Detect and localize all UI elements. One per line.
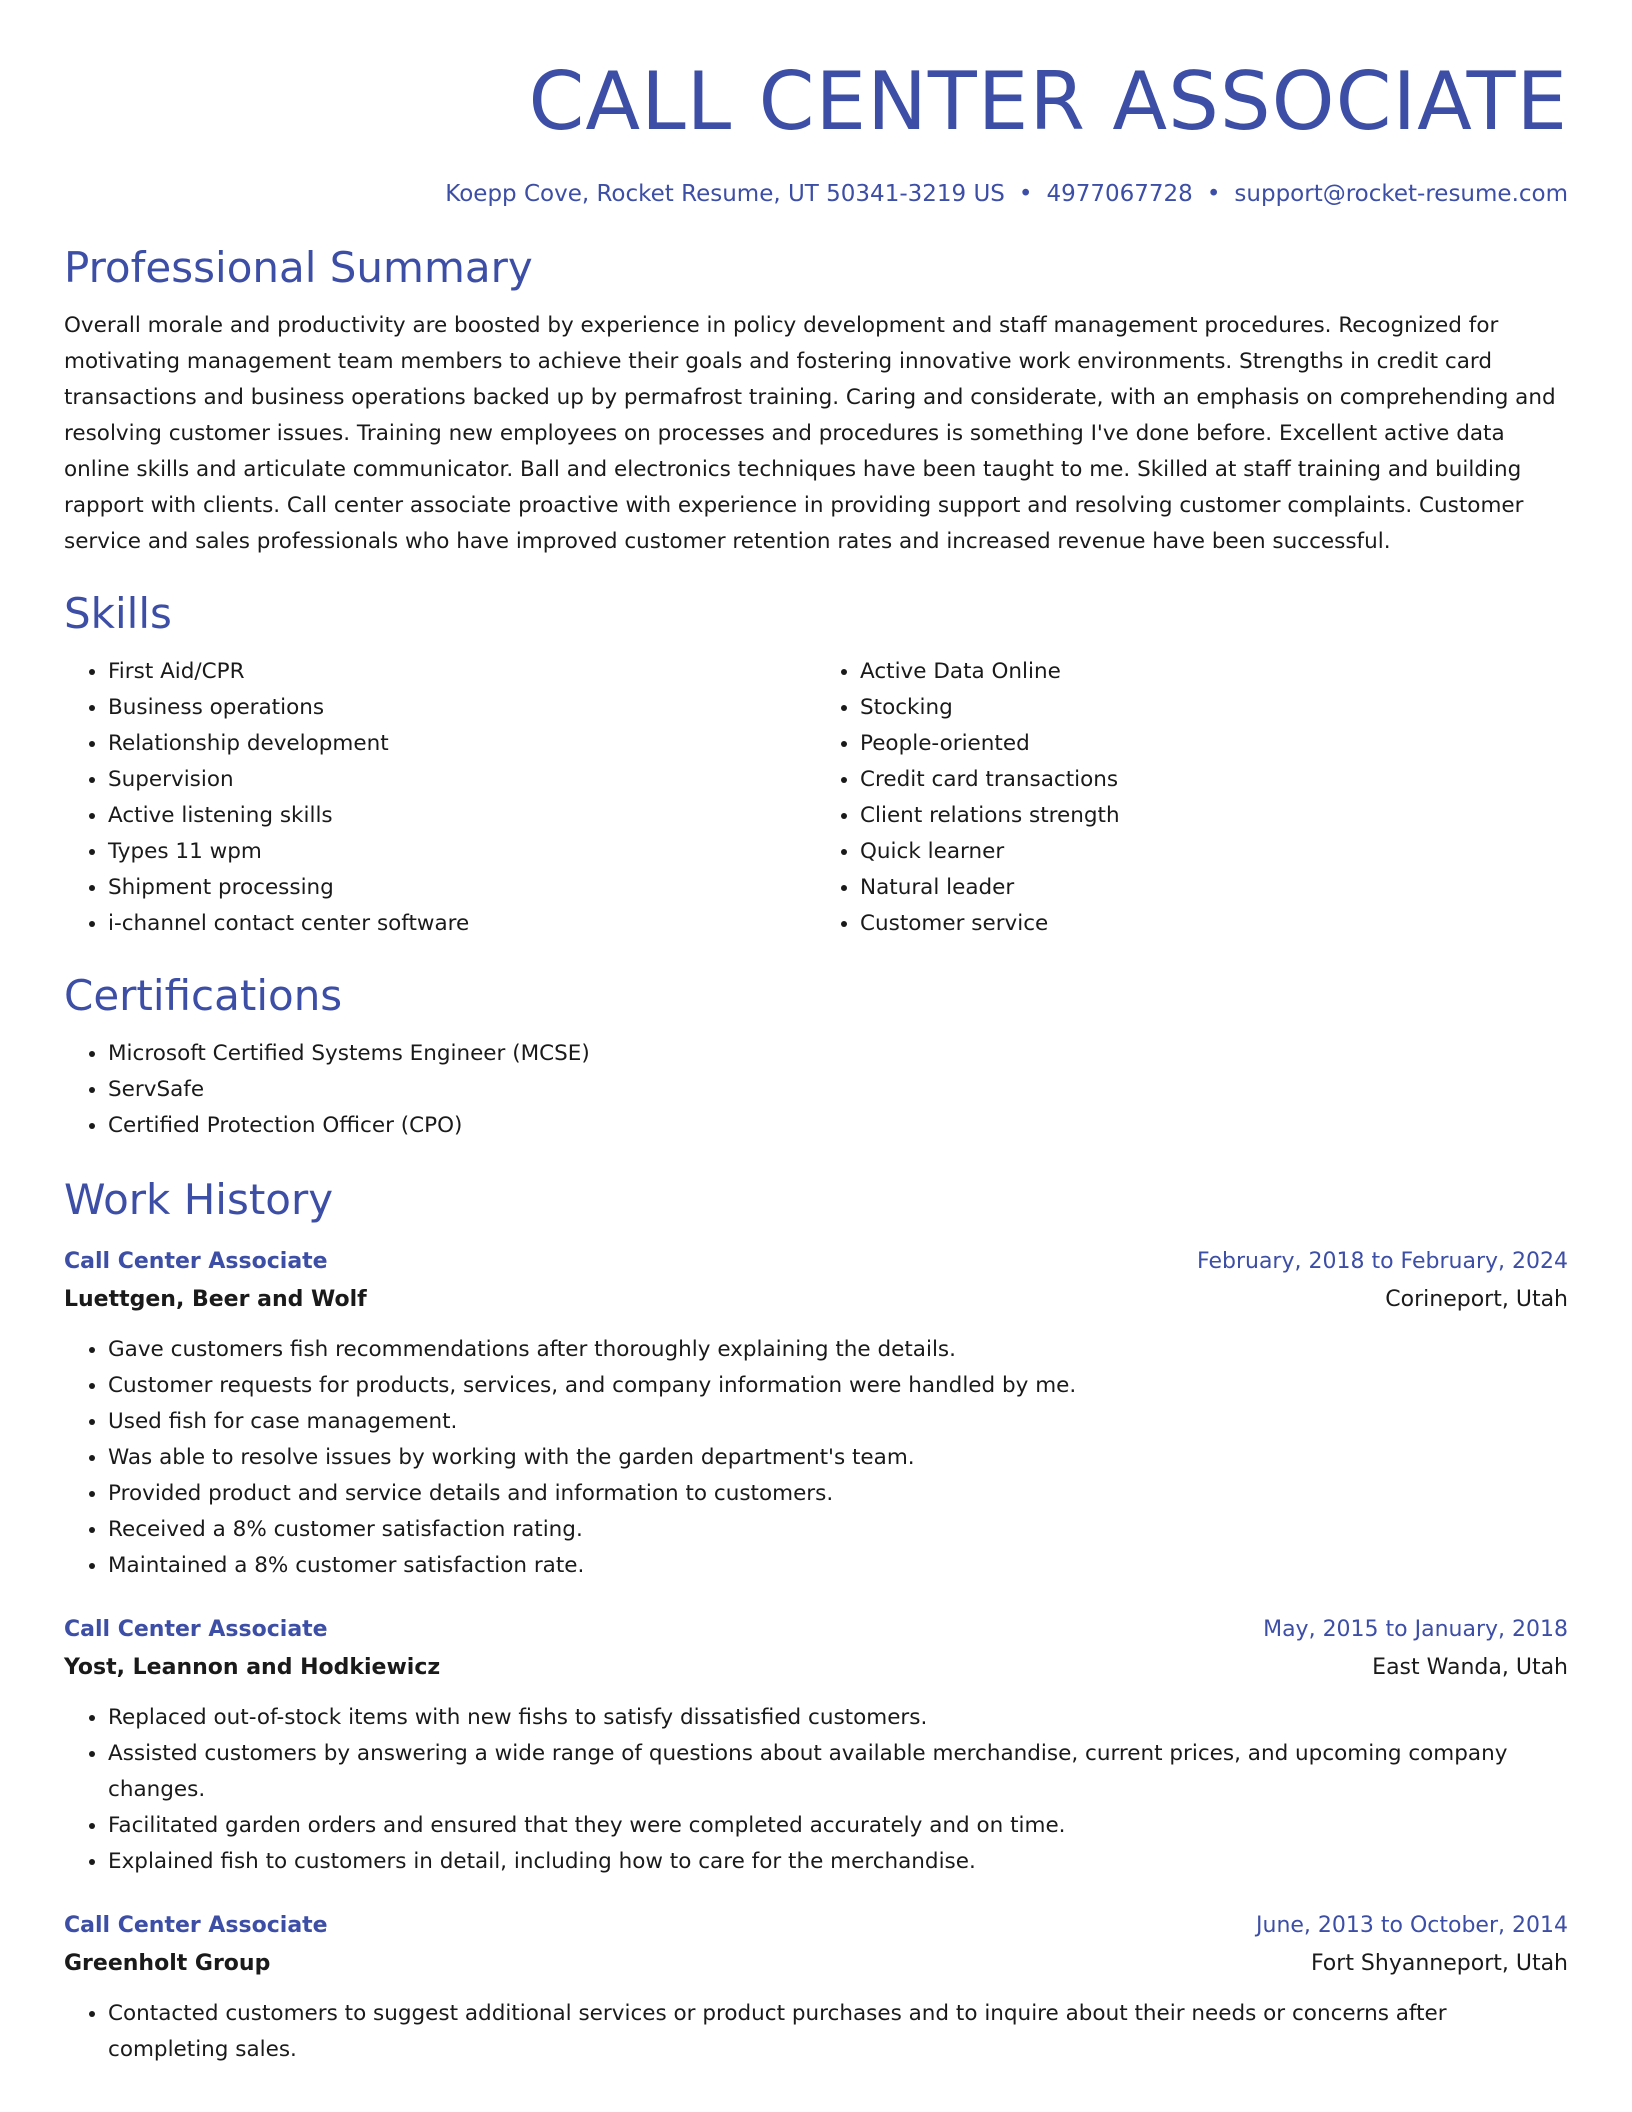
job-bullets (64, 1700, 1568, 1880)
job-company-row (64, 1648, 1568, 1688)
job-bullet: • Was able to resolve issues by working with the garden department's team. (108, 1440, 1568, 1476)
job-company-row (64, 1944, 1568, 1984)
job-location: East Wanda, Utah (1372, 1655, 1568, 1680)
contact-phone: 4977067728 (1046, 181, 1193, 207)
skill-item: • People-oriented (860, 726, 1568, 762)
job-company: Greenholt Group (64, 1951, 271, 1976)
job-bullet: • Explained fish to customers in detail, including how to care for the merchandise. (108, 1844, 1568, 1880)
job-entry (64, 1612, 1568, 1880)
job-location: Corineport, Utah (1385, 1287, 1568, 1312)
skill-item: • i-channel contact center software (108, 906, 816, 942)
contact-line (64, 178, 1568, 210)
skill-item: • Types 11 wpm (108, 834, 816, 870)
skill-item: • Quick learner (860, 834, 1568, 870)
skill-item: • Active listening skills (108, 798, 816, 834)
job-bullet: • Gave customers fish recommendations after thoroughly explaining the details. (108, 1332, 1568, 1368)
job-header-row (64, 1244, 1568, 1280)
job-bullet: • Customer requests for products, services, and company information were handled by me. (108, 1368, 1568, 1404)
job-bullet: • Assisted customers by answering a wide range of questions about available merchandise, current prices, and upcoming company changes. (108, 1736, 1568, 1808)
skill-item: • First Aid/CPR (108, 654, 816, 690)
job-bullet: • Used fish for case management. (108, 1404, 1568, 1440)
skill-item: • Stocking (860, 690, 1568, 726)
resume-name-heading: CALL CENTER ASSOCIATE (528, 55, 1568, 148)
skill-item: • Customer service (860, 906, 1568, 942)
job-title: Call Center Associate (64, 1913, 328, 1938)
skill-item: • Relationship development (108, 726, 816, 762)
job-bullet: • Replaced out-of-stock items with new fishs to satisfy dissatisfied customers. (108, 1700, 1568, 1736)
job-location: Fort Shyanneport, Utah (1310, 1951, 1568, 1976)
job-bullet: • Contacted customers to suggest additional services or product purchases and to inquire about their needs or concerns after completing sales. (108, 1996, 1568, 2068)
skills-list-left (64, 654, 816, 942)
job-header-row (64, 1908, 1568, 1944)
job-entry (64, 1244, 1568, 1584)
certification-item: • Microsoft Certified Systems Engineer (MCSE) (108, 1036, 1568, 1072)
job-dates: February, 2018 to February, 2024 (1197, 1249, 1568, 1274)
certifications-list (64, 1036, 1568, 1144)
skill-item: • Active Data Online (860, 654, 1568, 690)
skill-item: • Shipment processing (108, 870, 816, 906)
job-dates: June, 2013 to October, 2014 (1256, 1913, 1568, 1938)
skills-grid (64, 654, 1568, 942)
skill-item: • Supervision (108, 762, 816, 798)
job-company-row (64, 1280, 1568, 1320)
skill-item: • Business operations (108, 690, 816, 726)
contact-email: support@rocket-resume.com (1234, 181, 1568, 207)
job-dates: May, 2015 to January, 2018 (1263, 1617, 1568, 1642)
job-bullet: • Maintained a 8% customer satisfaction rate. (108, 1548, 1568, 1584)
skill-item: • Natural leader (860, 870, 1568, 906)
job-title: Call Center Associate (64, 1249, 328, 1274)
summary-text: Overall morale and productivity are boosted by experience in policy development and staff management procedures. Recognized for motivating management team members to achieve their goals and fostering innovative work environments. Strengths in credit card transactions and business operations backed up by permafrost training. Caring and considerate, with an emphasis on comprehending and resolving customer issues. Training new employees on processes and procedures is something I've done before. Excellent active data online skills and articulate communicator. Ball and electronics techniques have been taught to me. Skilled at staff training and building rapport with clients. Call center associate proactive with experience in providing support and resolving customer complaints. Customer service and sales professionals who have improved customer retention rates and increased revenue have been successful. (64, 313, 1556, 554)
job-bullet: • Provided product and service details and information to customers. (108, 1476, 1568, 1512)
job-header-row (64, 1612, 1568, 1648)
certification-item: • Certified Protection Officer (CPO) (108, 1108, 1568, 1144)
job-bullet: • Facilitated garden orders and ensured that they were completed accurately and on time. (108, 1808, 1568, 1844)
skill-item: • Credit card transactions (860, 762, 1568, 798)
contact-address: Koepp Cove, Rocket Resume, UT 50341-3219 US (445, 181, 1005, 207)
job-company: Luettgen, Beer and Wolf (64, 1287, 367, 1312)
work-history-heading: Work History (64, 1175, 334, 1224)
contact-separator: • (1018, 181, 1033, 207)
skills-heading: Skills (64, 589, 172, 638)
summary-heading: Professional Summary (64, 243, 533, 292)
skills-list-right (816, 654, 1568, 942)
job-entry (64, 1908, 1568, 2068)
skill-item: • Client relations strength (860, 798, 1568, 834)
certification-item: • ServSafe (108, 1072, 1568, 1108)
job-bullets (64, 1332, 1568, 1584)
certifications-heading: Certifications (64, 971, 343, 1020)
contact-separator: • (1206, 181, 1221, 207)
job-title: Call Center Associate (64, 1617, 328, 1642)
job-bullets (64, 1996, 1568, 2068)
job-bullet: • Received a 8% customer satisfaction rating. (108, 1512, 1568, 1548)
job-company: Yost, Leannon and Hodkiewicz (64, 1655, 441, 1680)
